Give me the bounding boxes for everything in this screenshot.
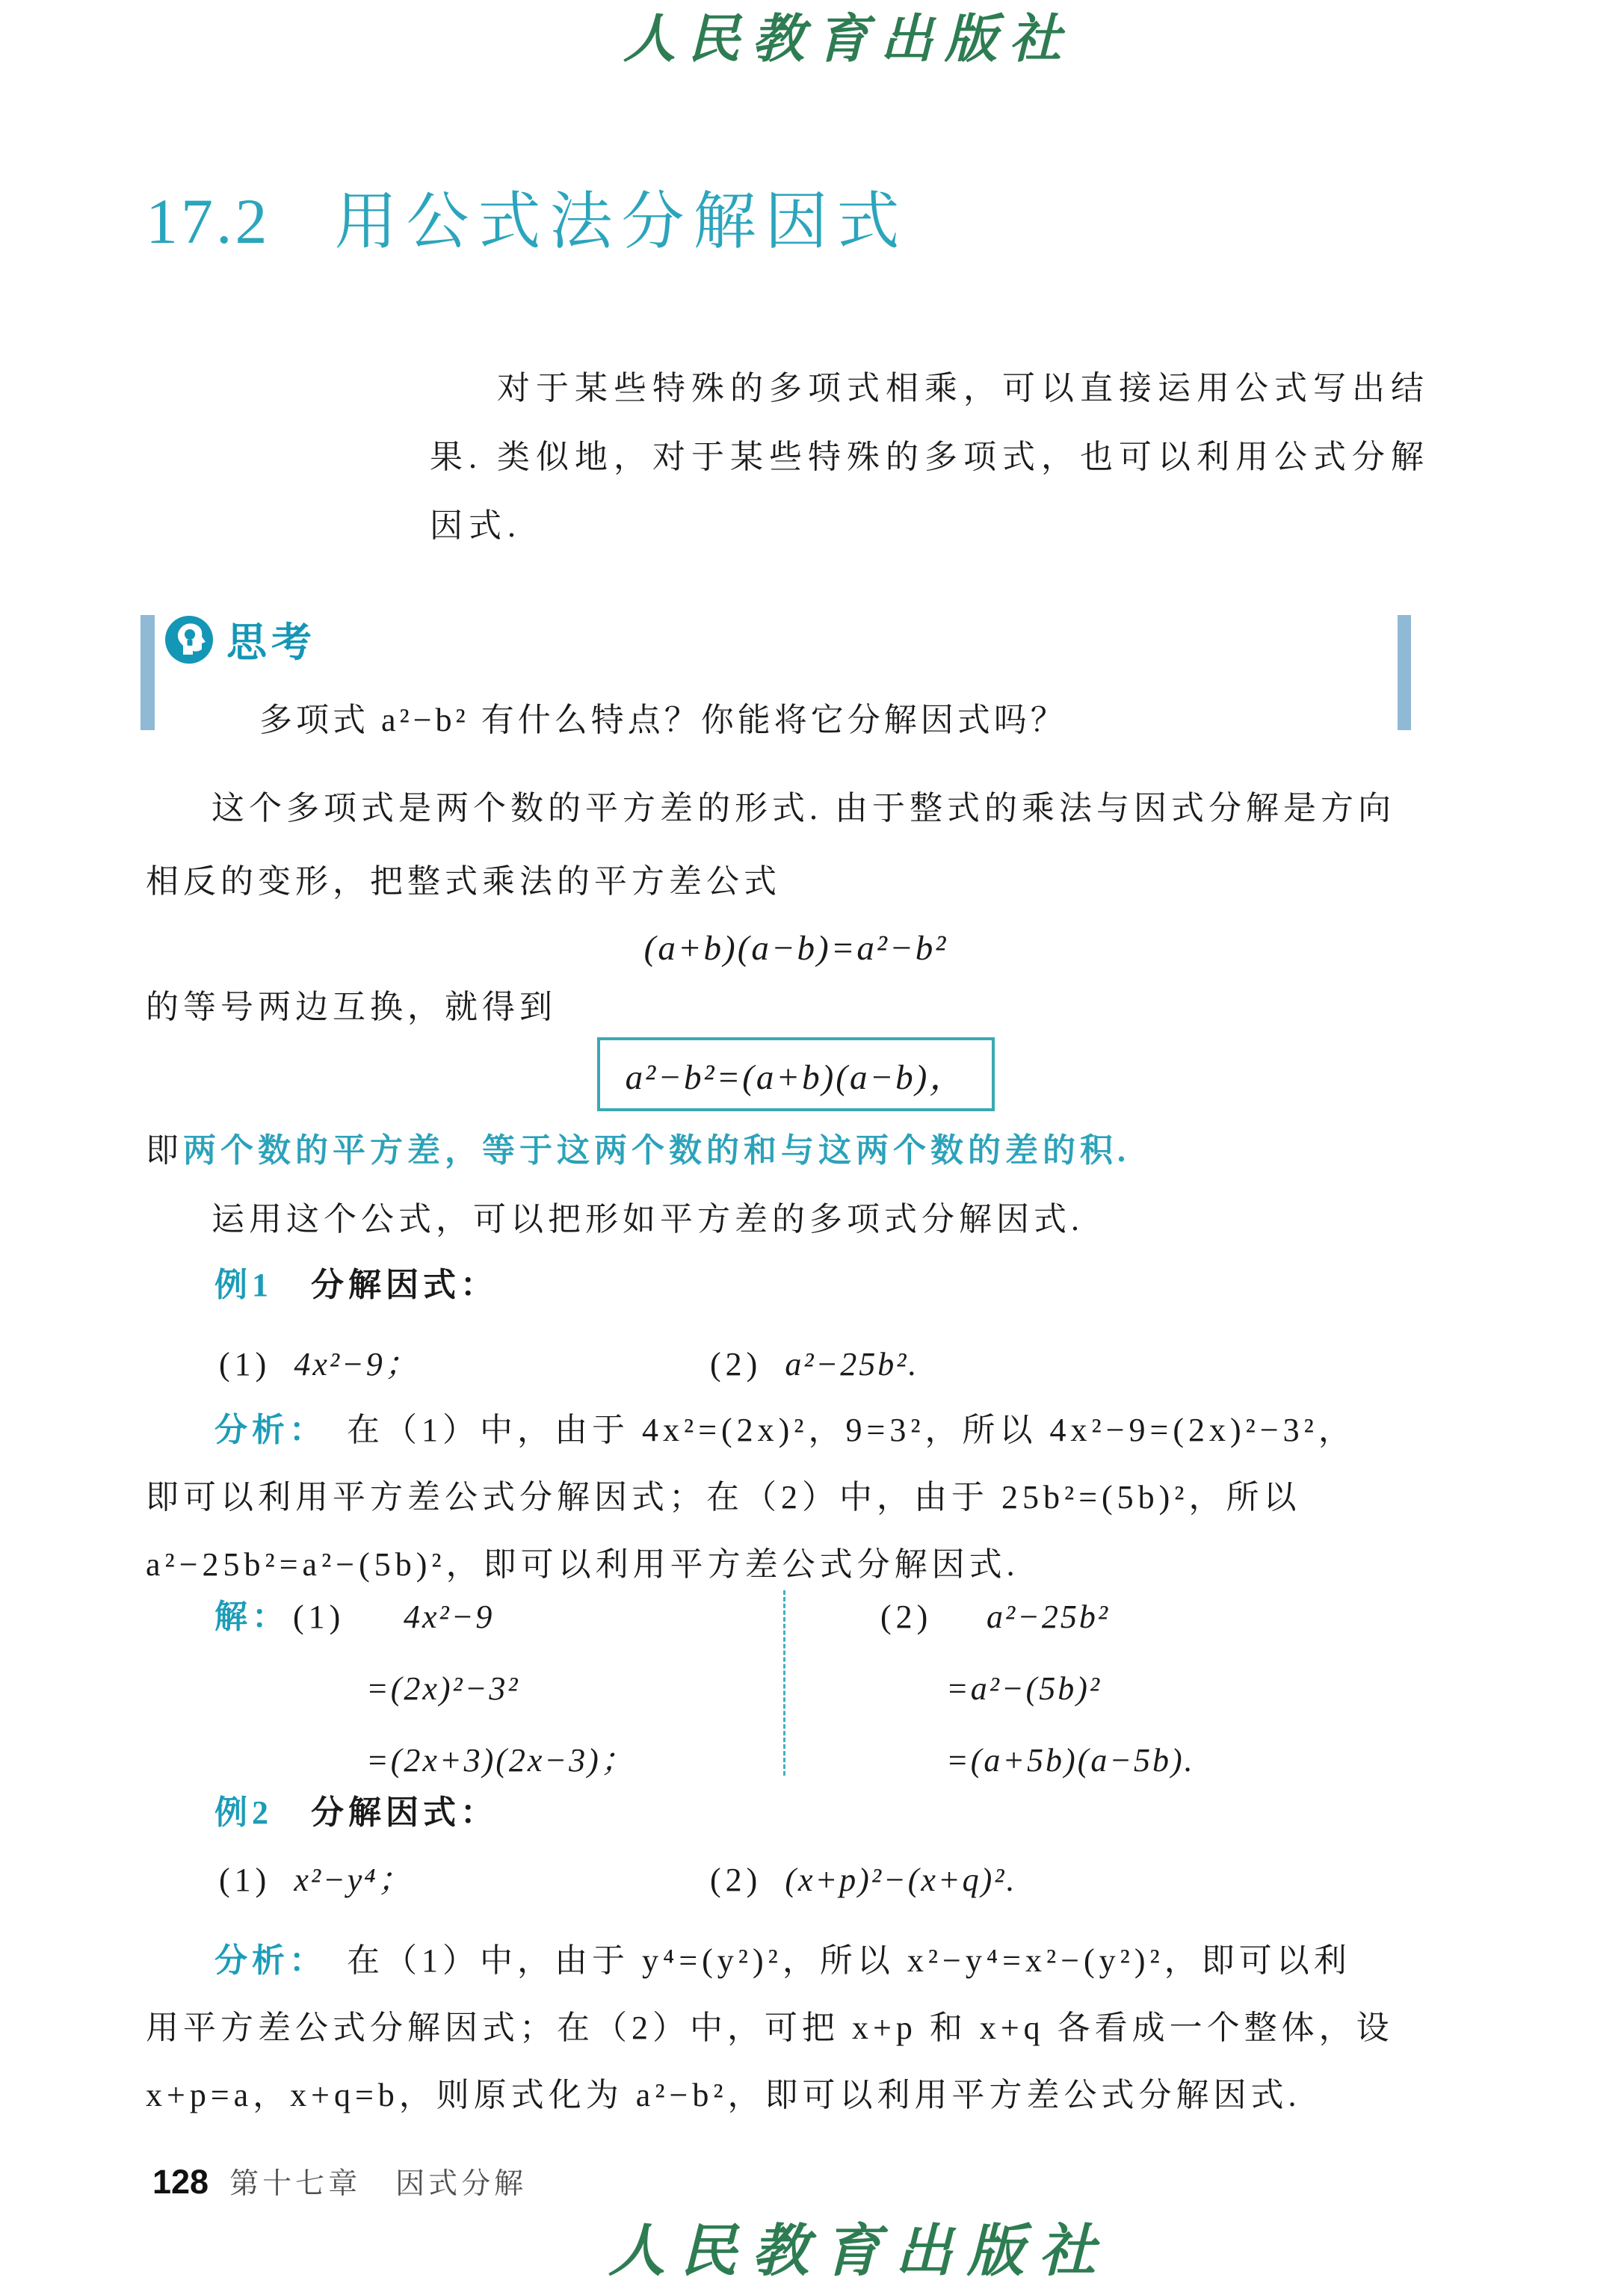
example2-task: 分解因式：	[311, 1794, 498, 1831]
callout-right-bar	[1398, 615, 1411, 730]
product-formula-row	[146, 928, 1446, 969]
analysis-text: 在（1）中，由于 y⁴=(y²)²，所以 x²−y⁴=x²−(y²)²，即可以利	[347, 1942, 1351, 1979]
application-line: 运用这个公式，可以把形如平方差的多项式分解因式.	[212, 1201, 1084, 1238]
page-title: 用公式法分解因式	[334, 188, 909, 257]
solution1-number: (1)	[293, 1599, 345, 1635]
conclusion-line	[146, 1131, 1130, 1171]
conclusion-prefix: 即	[146, 1132, 183, 1169]
solution-column-divider	[783, 1590, 785, 1776]
example2-label: 例2	[214, 1794, 273, 1831]
example1-problem-2	[710, 1345, 918, 1385]
problem-number: (1)	[219, 1862, 271, 1898]
page-number: 128	[152, 2163, 209, 2201]
section-number: 17.2	[146, 185, 271, 257]
problem-expression: 4x²−9；	[294, 1346, 420, 1383]
solution1-step: =(2x)²−3²	[366, 1670, 520, 1707]
solution-label: 解：	[214, 1599, 289, 1635]
problem-expression: x²−y⁴；	[294, 1862, 413, 1898]
formula-box	[597, 1037, 995, 1111]
callout-left-bar	[141, 615, 155, 730]
problem-expression: a²−25b².	[785, 1346, 919, 1383]
paragraph-line: 这个多项式是两个数的平方差的形式. 由于整式的乘法与因式分解是方向	[212, 790, 1395, 827]
connector-line: 的等号两边互换，就得到	[146, 989, 557, 1025]
example1-analysis-line: a²−25b²=a²−(5b)²，即可以利用平方差公式分解因式.	[146, 1546, 1019, 1583]
analysis-text: 在（1）中，由于 4x²=(2x)²，9=3²，所以 4x²−9=(2x)²−3²，	[347, 1412, 1356, 1448]
example2-analysis-line: 用平方差公式分解因式；在（2）中，可把 x+p 和 x+q 各看成一个整体，设	[146, 2010, 1394, 2046]
page-footer	[152, 2162, 527, 2202]
conclusion-highlight: 两个数的平方差，等于这两个数的和与这两个数的差的积.	[183, 1132, 1130, 1169]
example1-task: 分解因式：	[311, 1267, 498, 1303]
think-callout-label: 思考	[226, 620, 316, 665]
example1-problem-1	[219, 1345, 420, 1385]
example2-analysis-line: x+p=a，x+q=b，则原式化为 a²−b²，即可以利用平方差公式分解因式.	[146, 2077, 1301, 2113]
analysis-label: 分析：	[214, 1412, 327, 1448]
section-heading	[146, 183, 909, 261]
think-question: 多项式 a²−b² 有什么特点？你能将它分解因式吗？	[259, 702, 1067, 738]
example2-heading	[214, 1794, 498, 1833]
product-formula: (a+b)(a−b)=a²−b²	[643, 929, 948, 968]
paragraph-line: 相反的变形，把整式乘法的平方差公式	[146, 863, 781, 900]
intro-line: 因式.	[430, 507, 522, 544]
solution2-number: (2)	[880, 1599, 933, 1635]
intro-line: 果. 类似地，对于某些特殊的多项式，也可以利用公式分解	[430, 439, 1430, 475]
example2-analysis-line	[214, 1942, 1351, 1981]
intro-line: 对于某些特殊的多项式相乘，可以直接运用公式写出结	[497, 370, 1430, 407]
example1-heading	[214, 1266, 498, 1306]
solution2-step: =(a+5b)(a−5b).	[946, 1742, 1195, 1779]
think-icon	[164, 614, 214, 665]
problem-expression: (x+p)²−(x+q)².	[785, 1862, 1017, 1898]
analysis-label: 分析：	[214, 1942, 327, 1979]
publisher-watermark-bottom: 人民教育出版社	[608, 2220, 1111, 2283]
boxed-formula-row	[146, 1037, 1446, 1111]
solution1-step: =(2x+3)(2x−3)；	[366, 1742, 636, 1779]
boxed-formula: a²−b²=(a+b)(a−b)，	[625, 1058, 967, 1097]
example1-analysis-line: 即可以利用平方差公式分解因式；在（2）中，由于 25b²=(5b)²，所以	[146, 1479, 1301, 1516]
example1-analysis-line	[214, 1411, 1356, 1451]
example1-label: 例1	[214, 1267, 273, 1303]
problem-number: (2)	[710, 1862, 762, 1898]
chapter-number: 第十七章	[229, 2168, 362, 2200]
solution2-expression: a²−25b²	[987, 1599, 1111, 1635]
chapter-title: 因式分解	[395, 2168, 528, 2200]
publisher-watermark-top: 人民教育出版社	[623, 11, 1073, 69]
example2-problem-1	[219, 1861, 413, 1900]
solution1-expression: 4x²−9	[404, 1599, 495, 1635]
solution2-step: =a²−(5b)²	[946, 1670, 1102, 1707]
problem-number: (2)	[710, 1346, 762, 1383]
example2-problem-2	[710, 1861, 1016, 1900]
problem-number: (1)	[219, 1346, 271, 1383]
